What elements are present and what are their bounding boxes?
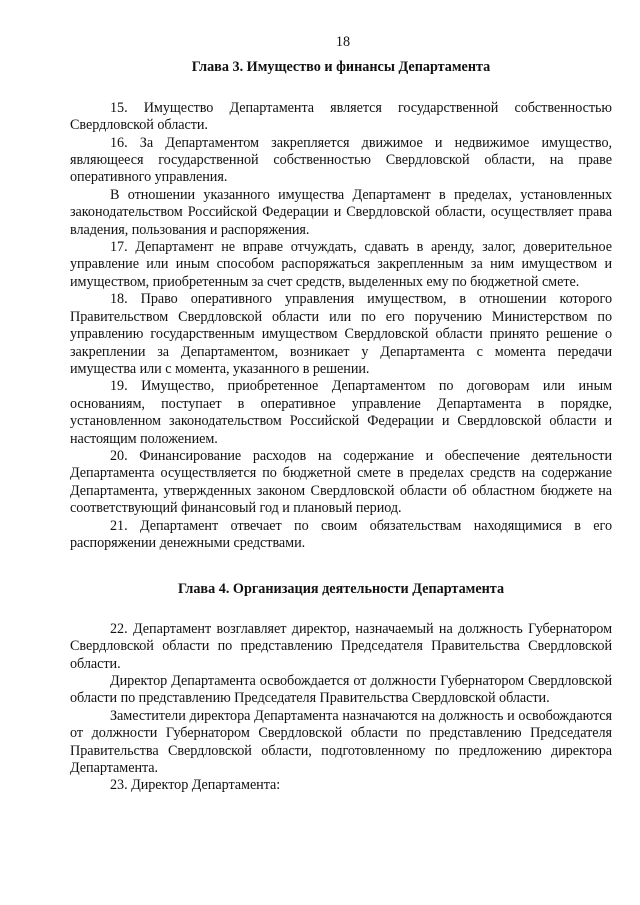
paragraph-15: 15. Имущество Департамента является государственной собственностью Свердловской области. — [70, 99, 612, 134]
paragraph-16: 16. За Департаментом закрепляется движимое и недвижимое имущество, являющееся государственной собственностью Свердловской области, на праве оперативного управления. — [70, 134, 612, 186]
chapter-3-body — [70, 100, 612, 553]
chapter-3-title: Глава 3. Имущество и финансы Департамента — [191, 59, 491, 76]
document-page — [70, 34, 612, 795]
paragraph-19: 19. Имущество, приобретенное Департаментом по договорам или иным основаниям, поступает в оперативное управление Департамента в порядке, установленном законодательством Российской Федерации и Свердловской области и настоящим положением. — [70, 378, 612, 447]
paragraph-22: 22. Департамент возглавляет директор, назначаемый на должность Губернатором Свердловской области по представлению Председателя Правительства Свердловской области. — [70, 620, 612, 672]
paragraph-21: 21. Департамент отвечает по своим обязательствам находящимися в его распоряжении денежными средствами. — [70, 517, 612, 551]
paragraph-22-director-dismissal: Директор Департамента освобождается от должности Губернатором Свердловской области по представлению Председателя Правительства Свердловской области. — [70, 673, 612, 707]
page-number: 18 — [335, 34, 351, 50]
chapter-4-body — [70, 621, 612, 795]
paragraph-23: 23. Директор Департамента: — [110, 777, 281, 794]
paragraph-20: 20. Финансирование расходов на содержание и обеспечение деятельности Департамента осуществляется по бюджетной смете в пределах средств на содержание Департамента, утвержденных законом Свердловской области об областном бюджете на соответствующий финансовый год и плановый период. — [70, 447, 612, 517]
chapter-4-title: Глава 4. Организация деятельности Департамента — [177, 581, 505, 598]
paragraph-18: 18. Право оперативного управления имуществом, в отношении которого Правительством Свердловской области или по его поручению Министерством по управлению государственным имуществом Свердловской области принято решение о закреплении за Департаментом, возникает у Департамента с момента передачи имущества или с момента, указанного в решении. — [70, 291, 612, 377]
paragraph-17: 17. Департамент не вправе отчуждать, сдавать в аренду, залог, доверительное управление или иным способом распоряжаться закрепленным за ним имуществом и имуществом, приобретенным за счет средств, выделенных ему по бюджетной смете. — [70, 239, 612, 290]
paragraph-22-deputies: Заместители директора Департамента назначаются на должность и освобождаются от должности Губернатором Свердловской области по представлению Председателя Правительства Свердловской области, подготовленному по предложению директора Департамента. — [70, 707, 612, 777]
paragraph-16-continued: В отношении указанного имущества Департамент в пределах, установленных законодательством Российской Федерации и Свердловской области, осуществляет права владения, пользования и распоряжения. — [70, 186, 612, 238]
